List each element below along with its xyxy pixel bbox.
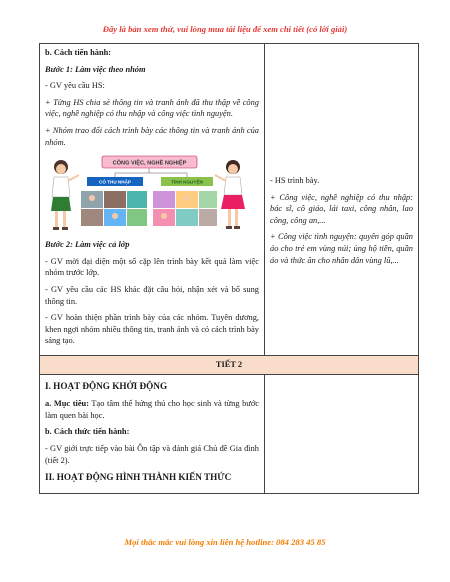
student-activity-cell bbox=[265, 374, 419, 493]
teacher-activity-cell bbox=[40, 374, 265, 493]
objective-text: Tạo tâm thế hứng thú cho học sinh và từng bước làm quen bài học. bbox=[45, 399, 259, 420]
child-figure-left bbox=[51, 160, 79, 230]
table-row bbox=[40, 355, 419, 374]
label-volunteer: TÌNH NGUYỆN bbox=[171, 179, 203, 185]
paragraph: + Công việc tình nguyện: quyên góp quần áo cho trẻ em vùng núi; ủng hộ tiền, quần áo và thức ăn cho nhân dân vùng lũ,... bbox=[270, 232, 413, 265]
paragraph bbox=[45, 398, 259, 421]
objective-label: a. Mục tiêu: bbox=[45, 399, 89, 409]
paragraph: - GV yêu cầu HS: bbox=[45, 81, 105, 91]
paragraph: - GV giới trực tiếp vào bài Ôn tập và đánh giá Chủ đề Gia đình (tiết 2). bbox=[45, 443, 259, 465]
table-row bbox=[40, 44, 419, 356]
paragraph: + Nhóm trao đổi cách trình bày các thông tin và tranh ảnh của nhóm. bbox=[45, 125, 259, 147]
paragraph: - GV mời đại diện một số cặp lên trình bày kết quả làm việc nhóm trước lớp. bbox=[45, 256, 259, 278]
student-activity-cell bbox=[265, 44, 419, 356]
preview-banner: Đây là bản xem thử, vui lòng mua tài liệu để xem chi tiết (có lời giải) bbox=[102, 24, 348, 34]
photo-group-income bbox=[81, 191, 147, 226]
paragraph: + Từng HS chia sẻ thông tin và tranh ảnh đã thu thập về công việc, nghề nghiệp có thu nhập và công việc tình nguyện. bbox=[45, 97, 259, 119]
section-heading: II. HOẠT ĐỘNG HÌNH THÀNH KIẾN THỨC bbox=[45, 472, 232, 483]
paragraph: + Công việc, nghề nghiệp có thu nhập: bác sĩ, cô giáo, lái taxi, công nhân, lao công, công an,... bbox=[270, 192, 413, 225]
section-subheading: b. Cách tiến hành: bbox=[45, 48, 112, 57]
hotline-banner: Mọi thắc mắc vui lòng xin liên hệ hotline: 084 283 45 85 bbox=[124, 537, 326, 547]
child-figure-right bbox=[215, 160, 245, 229]
paragraph: - HS trình bày. bbox=[270, 176, 320, 185]
illustration-title: CÔNG VIỆC, NGHỀ NGHIỆP bbox=[112, 160, 187, 167]
step-heading: Bước 1: Làm việc theo nhóm bbox=[45, 64, 146, 74]
photo-group-volunteer bbox=[153, 191, 217, 226]
paragraph: - GV yêu cầu các HS khác đặt câu hỏi, nhận xét và bổ sung thông tin. bbox=[45, 284, 259, 306]
section-heading: I. HOẠT ĐỘNG KHỞI ĐỘNG bbox=[45, 380, 168, 391]
step-heading: Bước 2: Làm việc cả lớp bbox=[45, 240, 130, 250]
teacher-activity-cell bbox=[40, 44, 265, 356]
illustration-image bbox=[47, 153, 247, 233]
label-income: CÓ THU NHẬP bbox=[99, 179, 131, 185]
period-heading: TIẾT 2 bbox=[40, 355, 419, 374]
table-row bbox=[40, 374, 419, 493]
section-subheading: b. Cách thức tiến hành: bbox=[45, 427, 130, 437]
lesson-plan-table bbox=[39, 43, 419, 494]
paragraph: - GV hoàn thiện phần trình bày của các nhóm. Tuyên dương, khen ngợi nhóm nhiều thông tin, tranh ảnh và có cách trình bày sáng tạo. bbox=[45, 313, 259, 346]
